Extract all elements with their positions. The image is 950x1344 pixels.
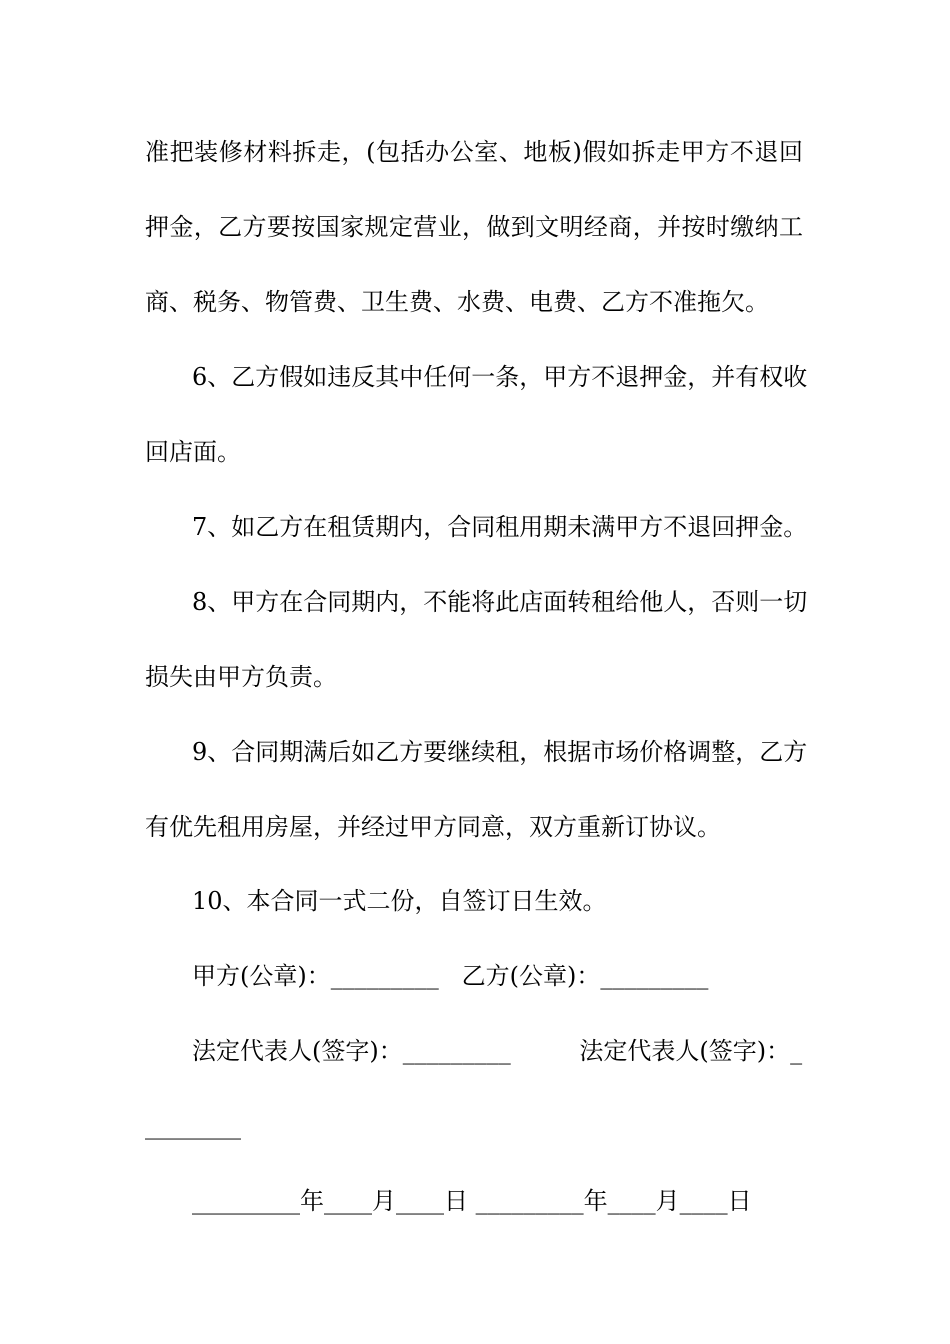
clause-9-line-2: 有优先租用房屋，并经过甲方同意，双方重新订协议。 (145, 813, 721, 841)
paragraph-line-2: 押金，乙方要按国家规定营业，做到文明经商，并按时缴纳工 (145, 213, 803, 241)
paragraph-line-3: 商、税务、物管费、卫生费、水费、电费、乙方不准拖欠。 (145, 288, 769, 316)
clause-8-line-2: 损失由甲方负责。 (145, 663, 337, 691)
representative-signature-line: 法定代表人(签字)：_________ 法定代表人(签字)：_ (192, 1037, 803, 1065)
clause-9-line-1: 9、合同期满后如乙方要继续租，根据市场价格调整，乙方 (192, 738, 808, 766)
clause-8-line-1: 8、甲方在合同期内，不能将此店面转租给他人，否则一切 (192, 588, 808, 616)
clause-10: 10、本合同一式二份，自签订日生效。 (192, 887, 607, 915)
date-line: _________年____月____日 _________年____月____日 (192, 1187, 752, 1215)
seal-line: 甲方(公章)：_________ 乙方(公章)：_________ (192, 962, 709, 990)
clause-7: 7、如乙方在租赁期内，合同租用期未满甲方不退回押金。 (192, 513, 808, 541)
clause-6-line-1: 6、乙方假如违反其中任何一条，甲方不退押金，并有权收 (192, 363, 808, 391)
paragraph-line-1: 准把装修材料拆走，(包括办公室、地板)假如拆走甲方不退回 (145, 138, 803, 166)
representative-signature-continued: ________ (145, 1112, 241, 1140)
clause-6-line-2: 回店面。 (145, 438, 241, 466)
